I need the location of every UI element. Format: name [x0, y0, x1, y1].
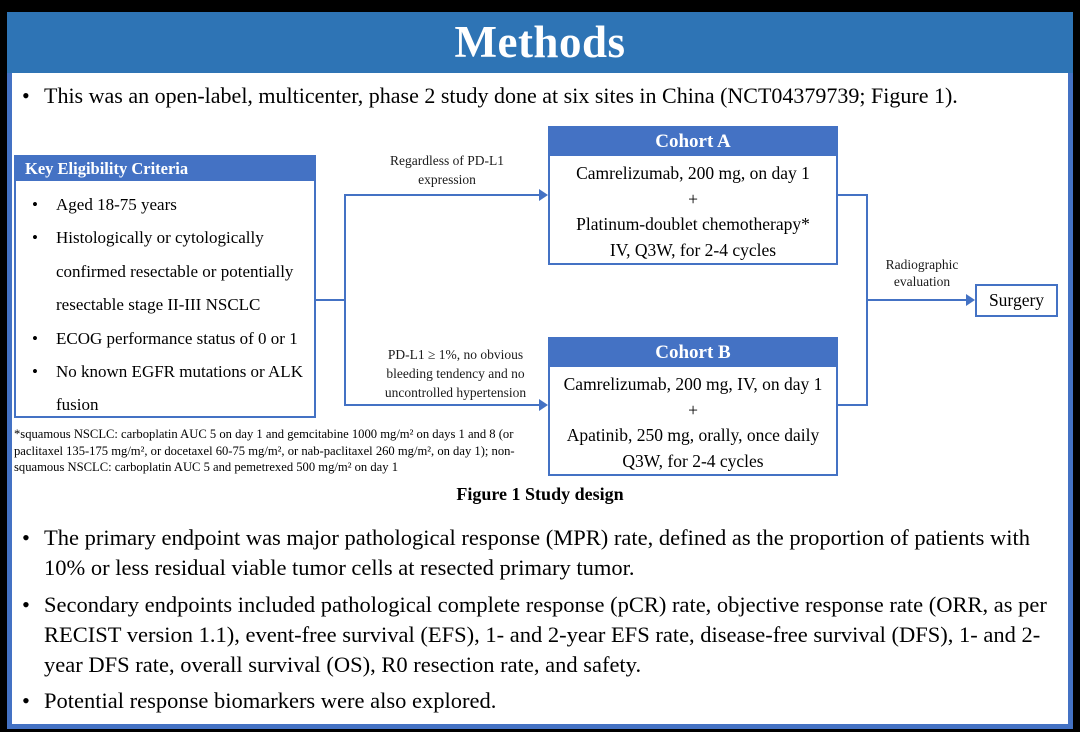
arrowhead-right-icon — [539, 189, 548, 201]
label-pdl1-criteria: PD-L1 ≥ 1%, no obvious bleeding tendency and no uncontrolled hypertension — [384, 347, 527, 400]
bullet-dot: • — [32, 228, 38, 248]
slide-content-frame — [7, 73, 1073, 729]
chemotherapy-footnote: *squamous NSCLC: carboplatin AUC 5 on day 1 and gemcitabine 1000 mg/m² on days 1 and 8 (or paclitaxel 135-175 mg/m², or docetaxel 60-75 mg/m², or nab-paclitaxel 260 mg/m², on day 1); non-squamous NSCLC: carboplatin AUC 5 and pemetrexed 500 mg/m² on day 1 — [14, 427, 515, 475]
cohort-a-box — [548, 126, 838, 265]
cohort-line: + — [688, 188, 698, 209]
connector-split-vertical — [344, 194, 346, 405]
arrowhead-right-icon — [966, 294, 975, 306]
bullet-dot: • — [22, 688, 30, 713]
cohort-line: IV, Q3W, for 2-4 cycles — [609, 239, 777, 260]
connector-to-surgery — [866, 299, 966, 301]
bullet-item-biomarkers — [20, 686, 1060, 715]
cohort-a-body — [550, 156, 836, 263]
connector-to-cohort-a — [344, 194, 540, 196]
bullet-dot: • — [22, 592, 30, 617]
page-title: Methods — [454, 17, 626, 67]
connector-cohort-a-stub — [838, 194, 868, 196]
title-band — [7, 12, 1073, 73]
eligibility-item: • Histologically or cytologically confirmed resectable or potentially resectable stage II-III NSCLC — [30, 221, 310, 321]
figure-caption: Figure 1 Study design — [456, 484, 624, 504]
eligibility-list — [16, 181, 314, 422]
bullet-item-secondary-endpoints — [20, 590, 1066, 680]
surgery-box — [975, 284, 1058, 317]
bullet-text: The primary endpoint was major pathological response (MPR) rate, defined as the proportion of patients with 10% or less residual viable tumor cells at resected primary tumor. — [44, 525, 1031, 581]
cohort-a-header: Cohort A — [550, 128, 836, 156]
cohort-line: Camrelizumab, 200 mg, on day 1 — [576, 163, 810, 183]
label-radiographic-evaluation: Radiographic evaluation — [885, 257, 959, 289]
connector-eligibility-stub — [316, 299, 345, 301]
cohort-b-box — [548, 337, 838, 476]
eligibility-item: • Aged 18-75 years — [30, 188, 310, 221]
bullet-dot: • — [32, 328, 38, 348]
bullet-dot: • — [22, 525, 30, 550]
cohort-line: Camrelizumab, 200 mg, IV, on day 1 — [563, 374, 823, 394]
eligibility-item: • No known EGFR mutations or ALK fusion — [30, 355, 310, 422]
connector-cohort-b-stub — [838, 404, 868, 406]
label-regardless-pdl1: Regardless of PD-L1 expression — [390, 153, 504, 187]
cohort-line: + — [688, 399, 698, 420]
bullet-dot: • — [32, 362, 38, 382]
cohort-line: Platinum-doublet chemotherapy* — [576, 214, 810, 234]
bullet-item-primary-endpoint — [20, 523, 1064, 583]
eligibility-item: • ECOG performance status of 0 or 1 — [30, 322, 310, 355]
bullet-text: Secondary endpoints included pathological complete response (pCR) rate, objective response rate (ORR, as per RECIST version 1.1), event-free survival (EFS), 1- and 2-year EFS rate, disease-free survival (DFS), 1- and 2-year DFS rate, overall survival (OS), R0 resection rate, and safety. — [44, 592, 1047, 678]
cohort-line: Apatinib, 250 mg, orally, once daily — [566, 425, 820, 445]
bullet-dot: • — [32, 195, 38, 214]
bullet-text: This was an open-label, multicenter, phase 2 study done at six sites in China (NCT04379739; Figure 1). — [44, 83, 958, 108]
bullet-text: Potential response biomarkers were also explored. — [44, 688, 497, 713]
bullet-dot: • — [22, 83, 30, 108]
surgery-label: Surgery — [988, 290, 1045, 310]
cohort-line: Q3W, for 2-4 cycles — [622, 450, 764, 471]
connector-to-cohort-b — [344, 404, 540, 406]
eligibility-box — [14, 155, 316, 418]
cohort-b-header: Cohort B — [550, 339, 836, 367]
eligibility-header: Key Eligibility Criteria — [16, 157, 314, 181]
cohort-b-body — [550, 367, 836, 474]
